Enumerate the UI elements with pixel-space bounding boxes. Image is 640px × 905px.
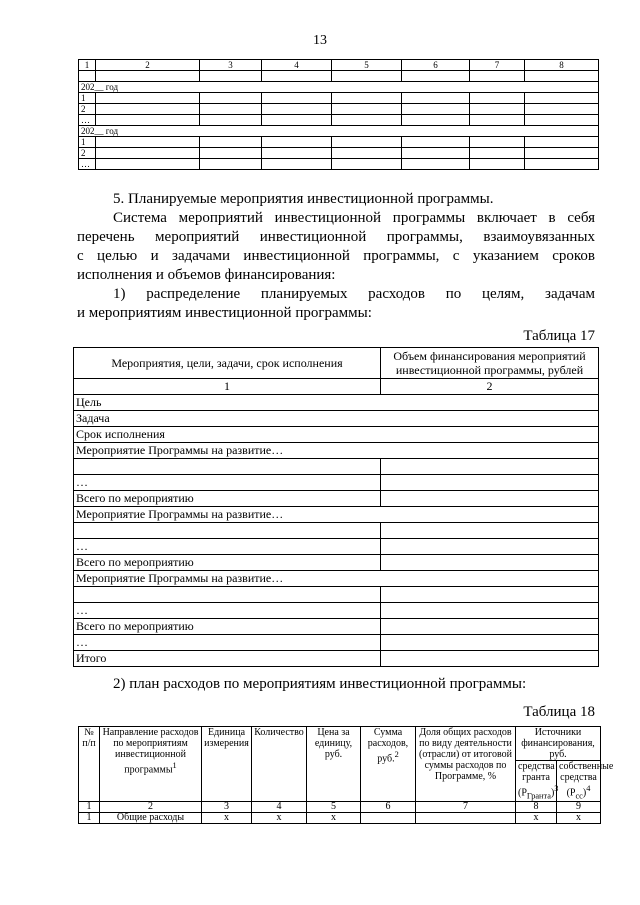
paragraph-line: исполнения и объемов финансирования:: [77, 267, 336, 283]
column-numbers-row: [74, 379, 599, 395]
paragraph-line: перечень мероприятий инвестиционной программы, взаимоувязанных: [77, 229, 595, 245]
table-header-row: [74, 348, 599, 379]
table-row: [74, 523, 599, 539]
table-row: [74, 395, 599, 411]
col-number: 1: [74, 379, 381, 395]
row-number: …: [79, 159, 96, 170]
col-number: 4: [252, 802, 307, 813]
table-row: [79, 148, 599, 159]
table-row: [74, 475, 599, 491]
col-number: 2: [381, 379, 599, 395]
col-header-direction: Направление расходов по мероприятиям инвестиционной программы$^1$: [100, 727, 202, 802]
col-number: 7: [416, 802, 516, 813]
table-row: [74, 427, 599, 443]
table-row: [74, 539, 599, 555]
header-cell: 4: [262, 60, 332, 71]
col-header-grant: средства гранта $(P_{Гранта})^3$: [516, 761, 557, 802]
table-cell: х: [557, 813, 601, 824]
col-number: 2: [100, 802, 202, 813]
year-row: [79, 82, 599, 93]
row-number: 1: [79, 93, 96, 104]
grand-total-cell: Итого: [74, 651, 381, 667]
table-row: [79, 71, 599, 82]
deadline-cell: Срок исполнения: [74, 427, 599, 443]
col-header-sources: Источники финансирования, руб.: [516, 727, 601, 761]
table-row: [79, 104, 599, 115]
col-header-activities: Мероприятия, цели, задачи, срок исполнения: [74, 348, 381, 379]
ellipsis-cell: …: [74, 539, 381, 555]
col-header-own-funds: собственные средства $(P_{сс})^4$: [557, 761, 601, 802]
activity-cell: Мероприятие Программы на развитие…: [74, 571, 599, 587]
continuation-table: [78, 59, 599, 170]
ellipsis-cell: …: [74, 603, 381, 619]
col-header-quantity: Количество: [252, 727, 307, 802]
table-row: [74, 411, 599, 427]
paragraph-line: и мероприятиям инвестиционной программы:: [77, 305, 372, 321]
table-row: [79, 159, 599, 170]
table-row: [74, 491, 599, 507]
table-cell: х: [516, 813, 557, 824]
header-cell: 2: [96, 60, 200, 71]
header-cell: 8: [525, 60, 599, 71]
column-numbers-row: [79, 802, 601, 813]
col-header-number: № п/п: [79, 727, 100, 802]
table-17: [73, 347, 599, 667]
page-number: 13: [313, 33, 327, 48]
table-row: [74, 555, 599, 571]
table-cell: х: [307, 813, 361, 824]
header-cell: 7: [470, 60, 525, 71]
table-row: [74, 571, 599, 587]
header-cell: 3: [200, 60, 262, 71]
table-header-row: [79, 60, 599, 71]
paragraph-line: с целью и задачами инвестиционной программы, с указанием сроков: [77, 248, 595, 264]
col-header-financing: Объем финансирования мероприятий инвестиционной программы, рублей: [381, 348, 599, 379]
table-18: [78, 726, 614, 824]
table-row: [79, 93, 599, 104]
paragraph-line: Система мероприятий инвестиционной программы включает в себя: [113, 210, 595, 226]
col-number: 1: [79, 802, 100, 813]
table-row: [74, 635, 599, 651]
year-label: 202__ год: [79, 82, 599, 93]
table-cell: [361, 813, 416, 824]
table-row: [74, 651, 599, 667]
ellipsis-cell: …: [74, 475, 381, 491]
paragraph-1: [77, 209, 595, 266]
section-heading: 5. Планируемые мероприятия инвестиционной программы.: [113, 191, 494, 207]
row-number: 1: [79, 137, 96, 148]
table-18-caption: Таблица 18: [523, 704, 595, 720]
total-activity-cell: Всего по мероприятию: [74, 619, 381, 635]
table-row: [74, 459, 599, 475]
table-cell: х: [252, 813, 307, 824]
row-number: 2: [79, 104, 96, 115]
table-cell: [416, 813, 516, 824]
header-cell: 6: [402, 60, 470, 71]
col-header-share: Доля общих расходов по виду деятельности (отрасли) от итоговой суммы расходов по Программе, %: [416, 727, 516, 802]
total-activity-cell: Всего по мероприятию: [74, 555, 381, 571]
col-header-price: Цена за единицу, руб.: [307, 727, 361, 802]
table-cell: Общие расходы: [100, 813, 202, 824]
col-header-sum: Сумма расходов, руб.$^2$: [361, 727, 416, 802]
table-row: [74, 603, 599, 619]
table-row: [74, 507, 599, 523]
col-number: 6: [361, 802, 416, 813]
paragraph-2: [77, 285, 595, 304]
ellipsis-cell: …: [74, 635, 381, 651]
table-row: [74, 619, 599, 635]
table-row: [79, 813, 601, 824]
table-cell: 1: [79, 813, 100, 824]
table-row: [74, 587, 599, 603]
year-row: [79, 126, 599, 137]
col-number: 9: [557, 802, 601, 813]
col-number: 5: [307, 802, 361, 813]
table-header-row: [79, 727, 601, 761]
col-number: 8: [516, 802, 557, 813]
table-cell: х: [202, 813, 252, 824]
row-number: 2: [79, 148, 96, 159]
paragraph-line: 1) распределение планируемых расходов по целям, задачам: [113, 286, 595, 302]
table-row: [79, 115, 599, 126]
col-number: 3: [202, 802, 252, 813]
table-row: [74, 443, 599, 459]
row-number: …: [79, 115, 96, 126]
header-cell: 1: [79, 60, 96, 71]
task-cell: Задача: [74, 411, 599, 427]
table-17-caption: Таблица 17: [523, 328, 595, 344]
goal-cell: Цель: [74, 395, 599, 411]
header-cell: 5: [332, 60, 402, 71]
total-activity-cell: Всего по мероприятию: [74, 491, 381, 507]
table-row: [79, 137, 599, 148]
plan-heading: 2) план расходов по мероприятиям инвестиционной программы:: [113, 676, 527, 692]
col-header-unit: Единица измерения: [202, 727, 252, 802]
year-label: 202__ год: [79, 126, 599, 137]
activity-cell: Мероприятие Программы на развитие…: [74, 443, 599, 459]
activity-cell: Мероприятие Программы на развитие…: [74, 507, 599, 523]
